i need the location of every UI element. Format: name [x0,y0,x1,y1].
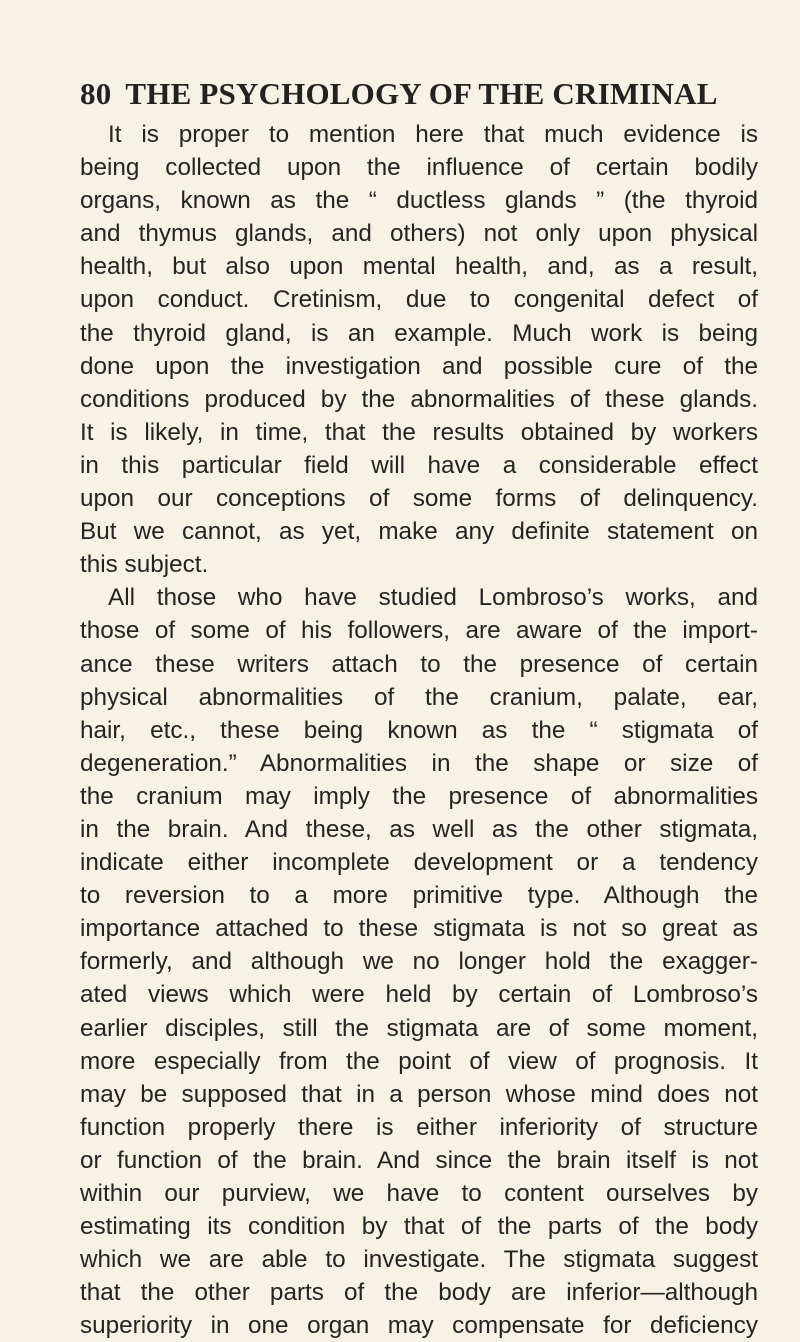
text-line: conditions produced by the abnormalities of these glands. [80,385,758,413]
text-line: function properly there is either inferiority of structure [80,1113,758,1141]
text-line: this subject. [80,551,209,579]
text-line: It is proper to mention here that much evidence is [108,121,758,148]
text-line: or function of the brain. And since the brain itself is not [80,1146,758,1174]
text-line: those of some of his followers, are aware of the import- [80,617,758,645]
text-line: the thyroid gland, is an example. Much work is being [80,319,758,347]
text-line: the cranium may imply the presence of abnormalities [80,782,758,810]
text-line: health, but also upon mental health, and, as a result, [80,253,758,281]
text-line: physical abnormalities of the cranium, palate, ear, [80,683,758,711]
text-line: formerly, and although we no longer hold the exagger- [80,948,758,976]
text-line: hair, etc., these being known as the “ stigmata of [80,716,758,744]
text-line: which we are able to investigate. The stigmata suggest [80,1246,758,1274]
text-line: All those who have studied Lombroso’s works, and [108,584,758,612]
text-line: ance these writers attach to the presence of certain [80,650,758,678]
text-line: to reversion to a more primitive type. Although the [80,882,758,910]
running-head [80,76,760,112]
text-line: importance attached to these stigmata is not so great as [80,915,758,943]
body-text [80,118,758,1342]
text-line: more especially from the point of view of prognosis. It [80,1047,758,1075]
text-line: estimating its condition by that of the parts of the body [80,1213,758,1241]
text-line: upon conduct. Cretinism, due to congenital defect of [80,286,758,314]
text-line: that the other parts of the body are inferior—although [80,1279,758,1307]
text-line: But we cannot, as yet, make any definite statement on [80,518,758,546]
text-line: being collected upon the influence of certain bodily [80,154,758,182]
text-line: organs, known as the “ ductless glands ” (the thyroid [80,187,758,215]
text-line: earlier disciples, still the stigmata are of some moment, [80,1014,758,1042]
text-line: indicate either incomplete development or a tendency [80,849,758,877]
text-line: done upon the investigation and possible cure of the [80,352,758,380]
text-line: and thymus glands, and others) not only upon physical [80,220,758,248]
text-line: in this particular field will have a considerable effect [80,451,758,479]
text-line: in the brain. And these, as well as the other stigmata, [80,815,758,843]
page-number: 80 [80,76,112,111]
text-line: superiority in one organ may compensate for deficiency [80,1312,758,1340]
text-line: within our purview, we have to content ourselves by [80,1180,758,1207]
text-line: degeneration.” Abnormalities in the shape or size of [80,749,758,777]
text-line: may be supposed that in a person whose mind does not [80,1080,758,1108]
text-line: ated views which were held by certain of Lombroso’s [80,981,758,1009]
text-line: It is likely, in time, that the results obtained by workers [80,418,758,446]
running-title: THE PSYCHOLOGY OF THE CRIMINAL [125,76,718,111]
text-line: upon our conceptions of some forms of delinquency. [80,485,758,513]
